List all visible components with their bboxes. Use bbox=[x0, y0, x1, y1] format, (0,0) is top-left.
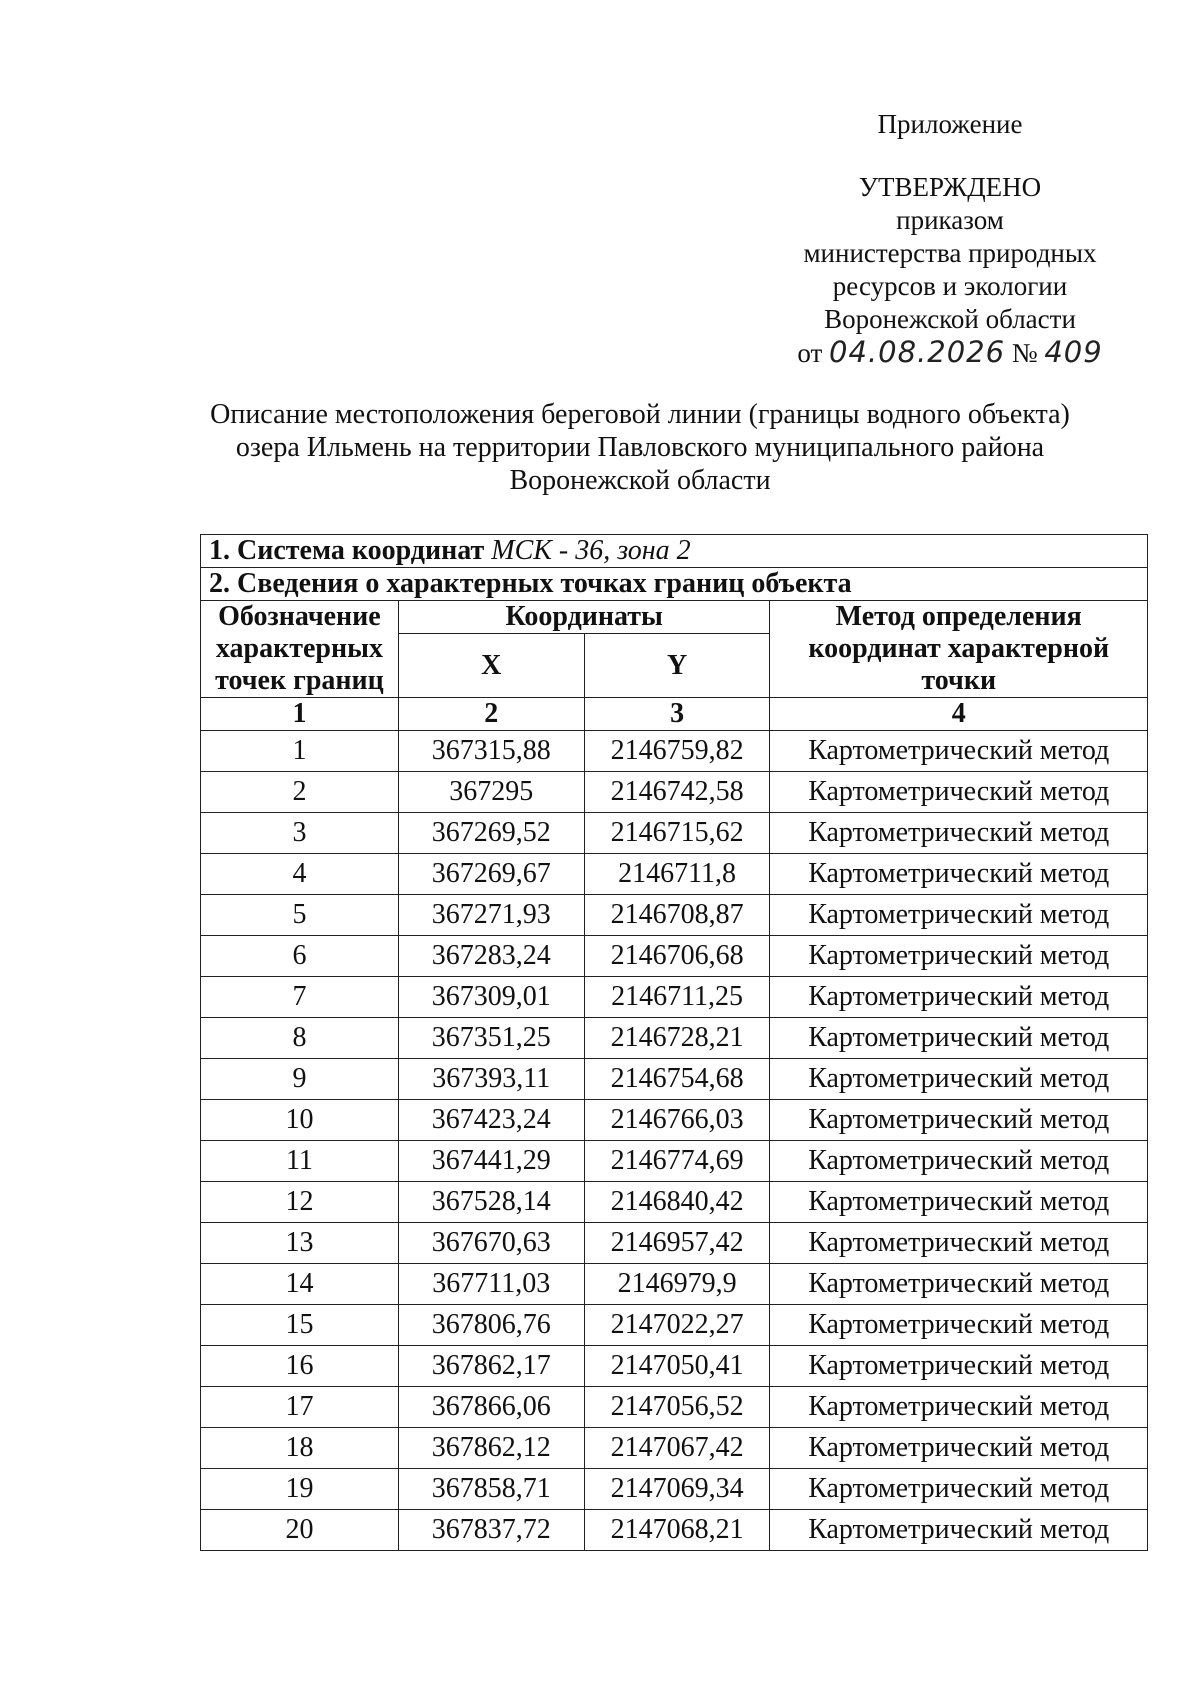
point-y: 2146754,68 bbox=[584, 1059, 770, 1100]
point-number: 10 bbox=[201, 1100, 399, 1141]
point-number: 12 bbox=[201, 1182, 399, 1223]
points-info-row bbox=[201, 568, 1148, 601]
point-x: 367295 bbox=[398, 772, 584, 813]
point-x: 367528,14 bbox=[398, 1182, 584, 1223]
point-y: 2146715,62 bbox=[584, 813, 770, 854]
annex-label: Приложение bbox=[877, 109, 1023, 139]
order-number-handwritten: 409 bbox=[1044, 335, 1103, 369]
point-y: 2146766,03 bbox=[584, 1100, 770, 1141]
region-label: Воронежской области bbox=[824, 304, 1076, 334]
point-y: 2147056,52 bbox=[584, 1387, 770, 1428]
by-order-label: приказом bbox=[896, 205, 1004, 235]
point-y: 2147067,42 bbox=[584, 1428, 770, 1469]
point-x: 367837,72 bbox=[398, 1510, 584, 1551]
coordinate-system-cell bbox=[201, 535, 1148, 568]
point-number: 18 bbox=[201, 1428, 399, 1469]
date-prefix: от bbox=[797, 338, 823, 368]
point-number: 14 bbox=[201, 1264, 399, 1305]
point-method: Картометрический метод bbox=[770, 1059, 1148, 1100]
ministry-line-1: министерства природных bbox=[803, 238, 1097, 268]
coordinate-system-label: 1. Система координат bbox=[209, 535, 485, 566]
order-date-number-line bbox=[770, 336, 1130, 370]
point-x: 367862,17 bbox=[398, 1346, 584, 1387]
table-row bbox=[201, 1346, 1148, 1387]
point-y: 2147068,21 bbox=[584, 1510, 770, 1551]
point-number: 3 bbox=[201, 813, 399, 854]
point-method: Картометрический метод bbox=[770, 854, 1148, 895]
point-x: 367862,12 bbox=[398, 1428, 584, 1469]
point-method: Картометрический метод bbox=[770, 1346, 1148, 1387]
point-x: 367315,88 bbox=[398, 731, 584, 772]
point-method: Картометрический метод bbox=[770, 772, 1148, 813]
column-number: 4 bbox=[770, 698, 1148, 731]
table-row bbox=[201, 813, 1148, 854]
point-y: 2146706,68 bbox=[584, 936, 770, 977]
point-number: 7 bbox=[201, 977, 399, 1018]
point-method: Картометрический метод bbox=[770, 977, 1148, 1018]
points-info-label: 2. Сведения о характерных точках границ объекта bbox=[201, 568, 1148, 601]
table-row bbox=[201, 1264, 1148, 1305]
table-row bbox=[201, 977, 1148, 1018]
point-method: Картометрический метод bbox=[770, 1428, 1148, 1469]
point-x: 367866,06 bbox=[398, 1387, 584, 1428]
point-number: 2 bbox=[201, 772, 399, 813]
point-number: 6 bbox=[201, 936, 399, 977]
number-prefix: № bbox=[1011, 338, 1038, 368]
point-x: 367806,76 bbox=[398, 1305, 584, 1346]
point-method: Картометрический метод bbox=[770, 1510, 1148, 1551]
table-row bbox=[201, 1428, 1148, 1469]
table-row bbox=[201, 1469, 1148, 1510]
point-x: 367271,93 bbox=[398, 895, 584, 936]
point-y: 2146728,21 bbox=[584, 1018, 770, 1059]
col-designation-header: Обозначение характерных точек границ bbox=[201, 601, 399, 698]
point-y: 2146711,8 bbox=[584, 854, 770, 895]
point-x: 367423,24 bbox=[398, 1100, 584, 1141]
point-method: Картометрический метод bbox=[770, 1018, 1148, 1059]
point-y: 2147022,27 bbox=[584, 1305, 770, 1346]
ministry-line-2: ресурсов и экологии bbox=[832, 271, 1068, 301]
point-y: 2146711,25 bbox=[584, 977, 770, 1018]
point-method: Картометрический метод bbox=[770, 1305, 1148, 1346]
point-method: Картометрический метод bbox=[770, 936, 1148, 977]
point-y: 2146759,82 bbox=[584, 731, 770, 772]
table-row bbox=[201, 1100, 1148, 1141]
point-number: 5 bbox=[201, 895, 399, 936]
point-x: 367858,71 bbox=[398, 1469, 584, 1510]
table-row bbox=[201, 1141, 1148, 1182]
point-y: 2146708,87 bbox=[584, 895, 770, 936]
table-row bbox=[201, 895, 1148, 936]
point-number: 8 bbox=[201, 1018, 399, 1059]
table-row bbox=[201, 1182, 1148, 1223]
heading-line-2: озера Ильмень на территории Павловского муниципального района bbox=[235, 432, 1045, 463]
table-row bbox=[201, 1223, 1148, 1264]
point-y: 2147050,41 bbox=[584, 1346, 770, 1387]
point-method: Картометрический метод bbox=[770, 1387, 1148, 1428]
point-number: 16 bbox=[201, 1346, 399, 1387]
point-number: 17 bbox=[201, 1387, 399, 1428]
point-method: Картометрический метод bbox=[770, 1100, 1148, 1141]
point-number: 15 bbox=[201, 1305, 399, 1346]
table-row bbox=[201, 1305, 1148, 1346]
point-number: 13 bbox=[201, 1223, 399, 1264]
heading-line-1: Описание местоположения береговой линии (границы водного объекта) bbox=[210, 399, 1070, 430]
point-method: Картометрический метод bbox=[770, 895, 1148, 936]
point-method: Картометрический метод bbox=[770, 1141, 1148, 1182]
coordinates-table bbox=[200, 534, 1148, 1551]
col-coordinates-header: Координаты bbox=[398, 601, 770, 634]
column-number: 1 bbox=[201, 698, 399, 731]
coordinate-system-value: МСК - 36, зона 2 bbox=[491, 535, 691, 566]
point-method: Картометрический метод bbox=[770, 1223, 1148, 1264]
point-method: Картометрический метод bbox=[770, 813, 1148, 854]
column-number: 2 bbox=[398, 698, 584, 731]
col-x-header: X bbox=[398, 634, 584, 698]
order-date-handwritten: 04.08.2026 bbox=[829, 335, 1006, 369]
point-x: 367393,11 bbox=[398, 1059, 584, 1100]
point-x: 367711,03 bbox=[398, 1264, 584, 1305]
column-number: 3 bbox=[584, 698, 770, 731]
approval-block bbox=[770, 108, 1130, 370]
table-row bbox=[201, 936, 1148, 977]
col-y-header: Y bbox=[584, 634, 770, 698]
point-y: 2147069,34 bbox=[584, 1469, 770, 1510]
table-row bbox=[201, 772, 1148, 813]
approved-label: УТВЕРЖДЕНО bbox=[858, 172, 1042, 202]
point-x: 367269,52 bbox=[398, 813, 584, 854]
point-y: 2146979,9 bbox=[584, 1264, 770, 1305]
point-y: 2146840,42 bbox=[584, 1182, 770, 1223]
table-row bbox=[201, 731, 1148, 772]
column-number-row bbox=[201, 698, 1148, 731]
point-method: Картометрический метод bbox=[770, 1182, 1148, 1223]
point-number: 4 bbox=[201, 854, 399, 895]
point-number: 19 bbox=[201, 1469, 399, 1510]
point-number: 20 bbox=[201, 1510, 399, 1551]
point-y: 2146957,42 bbox=[584, 1223, 770, 1264]
document-heading bbox=[190, 398, 1090, 497]
heading-line-3: Воронежской области bbox=[509, 465, 771, 496]
point-x: 367670,63 bbox=[398, 1223, 584, 1264]
point-method: Картометрический метод bbox=[770, 731, 1148, 772]
point-method: Картометрический метод bbox=[770, 1469, 1148, 1510]
table-row bbox=[201, 1510, 1148, 1551]
point-x: 367351,25 bbox=[398, 1018, 584, 1059]
point-y: 2146742,58 bbox=[584, 772, 770, 813]
table-row bbox=[201, 854, 1148, 895]
point-number: 11 bbox=[201, 1141, 399, 1182]
table-row bbox=[201, 1387, 1148, 1428]
point-y: 2146774,69 bbox=[584, 1141, 770, 1182]
coordinate-system-row bbox=[201, 535, 1148, 568]
point-method: Картометрический метод bbox=[770, 1264, 1148, 1305]
point-x: 367283,24 bbox=[398, 936, 584, 977]
point-x: 367309,01 bbox=[398, 977, 584, 1018]
header-row-1 bbox=[201, 601, 1148, 634]
point-number: 9 bbox=[201, 1059, 399, 1100]
point-x: 367441,29 bbox=[398, 1141, 584, 1182]
point-number: 1 bbox=[201, 731, 399, 772]
table-row bbox=[201, 1059, 1148, 1100]
col-method-header: Метод определения координат характерной точки bbox=[770, 601, 1148, 698]
points-table-body bbox=[201, 731, 1148, 1551]
point-x: 367269,67 bbox=[398, 854, 584, 895]
table-row bbox=[201, 1018, 1148, 1059]
